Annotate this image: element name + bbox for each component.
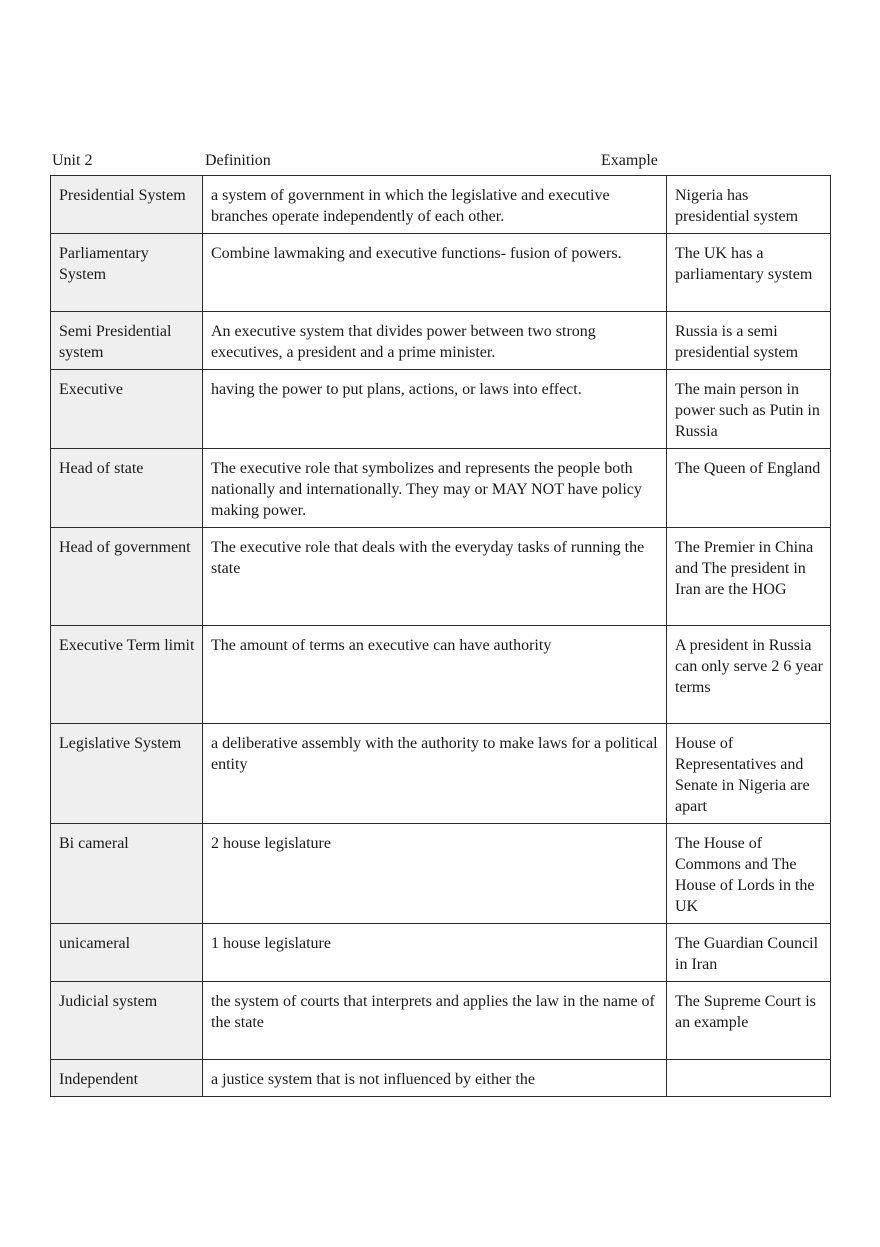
unit-title: Unit 2 [52, 152, 93, 169]
definition-cell: the system of courts that interprets and applies the law in the name of the state [203, 982, 667, 1060]
table-row [51, 312, 831, 370]
definition-cell: 1 house legislature [203, 924, 667, 982]
table-row [51, 626, 831, 724]
definition-cell: An executive system that divides power between two strong executives, a president and a prime minister. [203, 312, 667, 370]
term-cell: Presidential System [51, 176, 203, 234]
example-cell: The Supreme Court is an example [667, 982, 831, 1060]
example-cell: A president in Russia can only serve 2 6 year terms [667, 626, 831, 724]
definition-cell: a system of government in which the legislative and executive branches operate independently of each other. [203, 176, 667, 234]
definition-cell: The executive role that deals with the everyday tasks of running the state [203, 528, 667, 626]
example-cell: The UK has a parliamentary system [667, 234, 831, 312]
table-row [51, 724, 831, 824]
page-header [52, 152, 830, 174]
definition-cell: 2 house legislature [203, 824, 667, 924]
definition-cell: a justice system that is not influenced by either the [203, 1060, 667, 1097]
term-cell: Executive [51, 370, 203, 449]
term-cell: Bi cameral [51, 824, 203, 924]
definition-cell: Combine lawmaking and executive functions- fusion of powers. [203, 234, 667, 312]
example-cell: House of Representatives and Senate in Nigeria are apart [667, 724, 831, 824]
term-cell: Semi Presidential system [51, 312, 203, 370]
example-cell: The Guardian Council in Iran [667, 924, 831, 982]
table-row [51, 370, 831, 449]
definition-cell: The amount of terms an executive can have authority [203, 626, 667, 724]
term-cell: Head of government [51, 528, 203, 626]
example-cell: Russia is a semi presidential system [667, 312, 831, 370]
definition-cell: having the power to put plans, actions, or laws into effect. [203, 370, 667, 449]
table-row [51, 449, 831, 528]
example-cell: Nigeria has presidential system [667, 176, 831, 234]
term-cell: unicameral [51, 924, 203, 982]
table-row [51, 1060, 831, 1097]
term-cell: Head of state [51, 449, 203, 528]
glossary-table [50, 175, 831, 1097]
table-row [51, 234, 831, 312]
table-row [51, 982, 831, 1060]
example-cell: The Queen of England [667, 449, 831, 528]
example-cell: The main person in power such as Putin in Russia [667, 370, 831, 449]
term-cell: Independent [51, 1060, 203, 1097]
example-cell [667, 1060, 831, 1097]
table-row [51, 924, 831, 982]
table-row [51, 824, 831, 924]
definition-column-heading: Definition [205, 152, 271, 169]
example-column-heading: Example [601, 152, 658, 169]
term-cell: Judicial system [51, 982, 203, 1060]
definition-cell: The executive role that symbolizes and represents the people both nationally and internationally. They may or MAY NOT have policy making power. [203, 449, 667, 528]
term-cell: Legislative System [51, 724, 203, 824]
table-row [51, 176, 831, 234]
table-row [51, 528, 831, 626]
example-cell: The House of Commons and The House of Lords in the UK [667, 824, 831, 924]
definition-cell: a deliberative assembly with the authority to make laws for a political entity [203, 724, 667, 824]
term-cell: Parliamentary System [51, 234, 203, 312]
example-cell: The Premier in China and The president in Iran are the HOG [667, 528, 831, 626]
term-cell: Executive Term limit [51, 626, 203, 724]
